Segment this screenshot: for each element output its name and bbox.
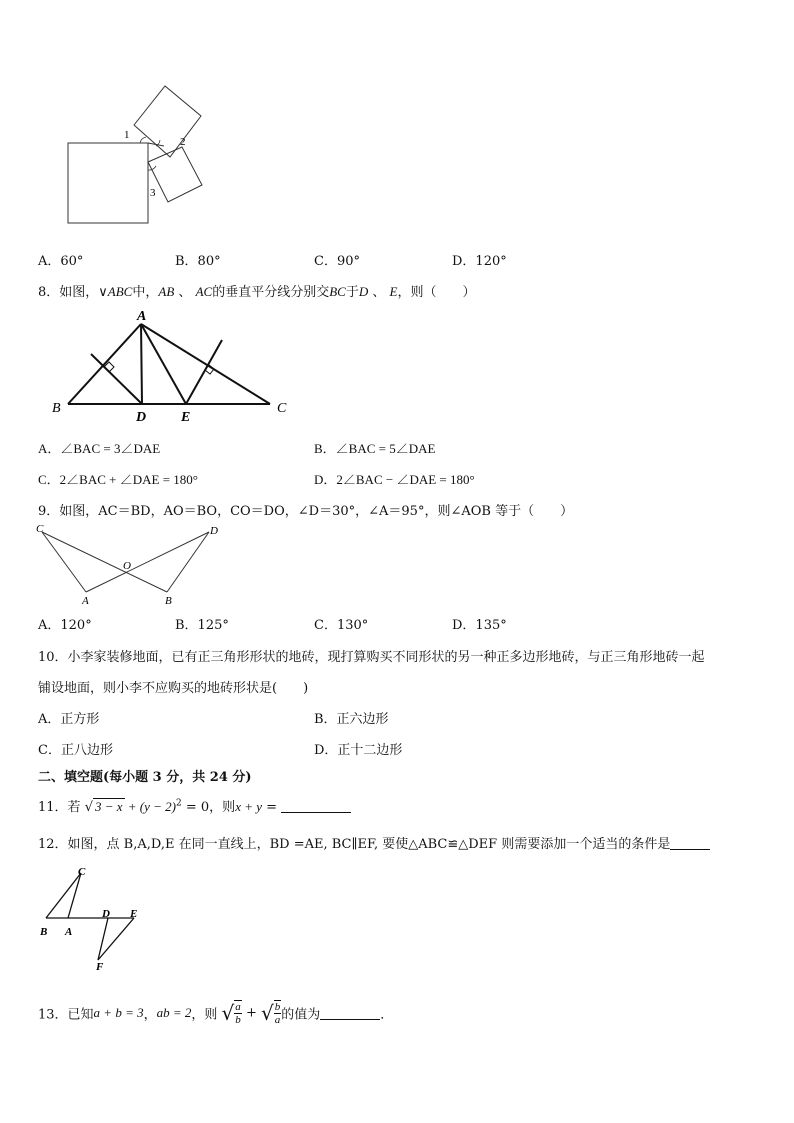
q9-option-a: A．120° [38,618,92,633]
q8-label-d: D [136,410,147,425]
q8-text-rest: 中， [132,285,159,300]
q11-exponent: 2 [176,798,182,809]
q7-angle-label-3: 3 [150,187,156,199]
q12-label-b: B [40,926,48,938]
q11-prefix: 11．若 [38,800,81,815]
q13-radical-1: √ $\frac{a}{b}$ [221,1001,241,1026]
q10-question-line1: 10．小李家装修地面，已有正三角形形状的地砖，现打算购买不同形状的另一种正多边形地砖，与正三角形地砖一起 [38,650,705,665]
q13-cond2: ab = 2 [156,1005,192,1020]
q13-frac1-den: b [235,1014,241,1026]
q12-label-f: F [96,961,104,973]
q8-yu: 于 [345,285,359,300]
q12-label-a: A [65,926,73,938]
q9-label-o: O [123,560,131,572]
q13-answer-blank[interactable] [320,1007,380,1020]
q7-option-d: D．120° [452,254,507,269]
q12-label-c: C [78,866,86,878]
q8-triangle-symbol: ∨ [98,285,108,300]
q8-end: ，则（ ） [397,285,476,300]
q7-option-a: A．60° [38,254,84,269]
q8-mid: 的垂直平分线分别交 [212,285,330,300]
q7-large-square [68,143,148,223]
q7-angle-label-1: 1 [124,129,130,141]
q13-plus: + [245,1005,257,1021]
q9-question: 9．如图，AC＝BD，AO＝BO，CO＝DO，∠D＝30°，∠A＝95°，则∠AOB 等于（ ） [38,504,574,519]
q13-period: ． [380,1007,394,1023]
q13-cond1: a + b = 3 [93,1005,144,1020]
q13-frac1-num: a [235,1001,241,1013]
q13-suffix: 的值为 [281,1007,321,1023]
q10-option-d: D．正十二边形 [314,743,403,758]
q8-d: D [358,284,369,299]
q8-option-c: C．2∠BAC + ∠DAE = 180° [38,472,198,487]
q11-question [38,796,351,815]
q13-radical-2: √ $\frac{b}{a}$ [260,1001,281,1026]
q7-lower-square [148,147,202,202]
q13-frac2-den: a [274,1014,281,1026]
q8-sep2: 、 [372,285,386,300]
q9-label-a: A [82,595,89,607]
section2-title: 二、填空题(每小题 3 分，共 24 分) [38,770,252,785]
q11-radicand: 3 − x [94,799,123,814]
q12-figure [36,862,146,977]
q10-option-b: B．正六边形 [314,712,389,727]
q12-answer-blank[interactable] [670,837,710,850]
q11-expr: x + y [235,799,262,814]
q9-label-c: C [36,523,44,535]
q8-figure [48,308,298,426]
q9-option-b: B．125° [175,618,229,633]
q13-prefix: 13．已知 [38,1007,94,1023]
q8-question [38,281,476,300]
q13-question [38,1000,393,1026]
q8-label-b: B [52,401,61,416]
q11-mid: + (y − 2) [124,799,177,814]
q12-question [38,833,710,852]
q12-label-d: D [102,908,110,920]
q8-text-start: 8．如图， [38,285,99,300]
q7-option-b: B．80° [175,254,221,269]
q12-text: 12．如图，点 B,A,D,E 在同一直线上，BD =AE, BC∥EF, 要使△ABC≌△DEF 则需要添加一个适当的条件是 [38,837,671,852]
q9-figure [34,520,234,610]
q9-label-d: D [210,525,218,537]
q11-answer-blank[interactable] [281,800,351,813]
q8-option-a: A．∠BAC = 3∠DAE [38,441,161,456]
q12-label-e: E [130,908,138,920]
q10-option-c: C．正八边形 [38,743,113,758]
q7-option-c: C．90° [314,254,360,269]
q7-angle-label-2: 2 [180,136,186,148]
q11-eq: = 0，则 [181,800,236,815]
q8-ab: AB [158,284,175,299]
q7-figure [60,80,210,230]
q10-option-a: A．正方形 [38,712,100,727]
q8-label-e: E [181,410,191,425]
q9-option-d: D．135° [452,618,507,633]
q13-frac2-num: b [274,1001,281,1013]
q13-then: ，则 [191,1007,218,1023]
q11-radical: √ 3 − x [84,799,123,815]
q8-label-c: C [277,401,287,416]
q11-suffix: = [262,800,282,815]
q8-e: E [389,284,398,299]
q8-tri: ABC [107,284,133,299]
q8-option-b: B．∠BAC = 5∠DAE [314,441,436,456]
q8-sep1: 、 [178,285,192,300]
q8-ac: AC [195,284,213,299]
q9-label-b: B [165,595,172,607]
q8-label-a: A [137,309,147,324]
q8-bc: BC [329,284,346,299]
q10-question-line2: 铺设地面，则小李不应购买的地砖形状是( ) [38,681,309,696]
q9-option-c: C．130° [314,618,369,633]
q13-comma: ， [143,1007,157,1023]
q8-option-d: D．2∠BAC − ∠DAE = 180° [314,472,475,487]
q7-upper-square [134,86,201,157]
